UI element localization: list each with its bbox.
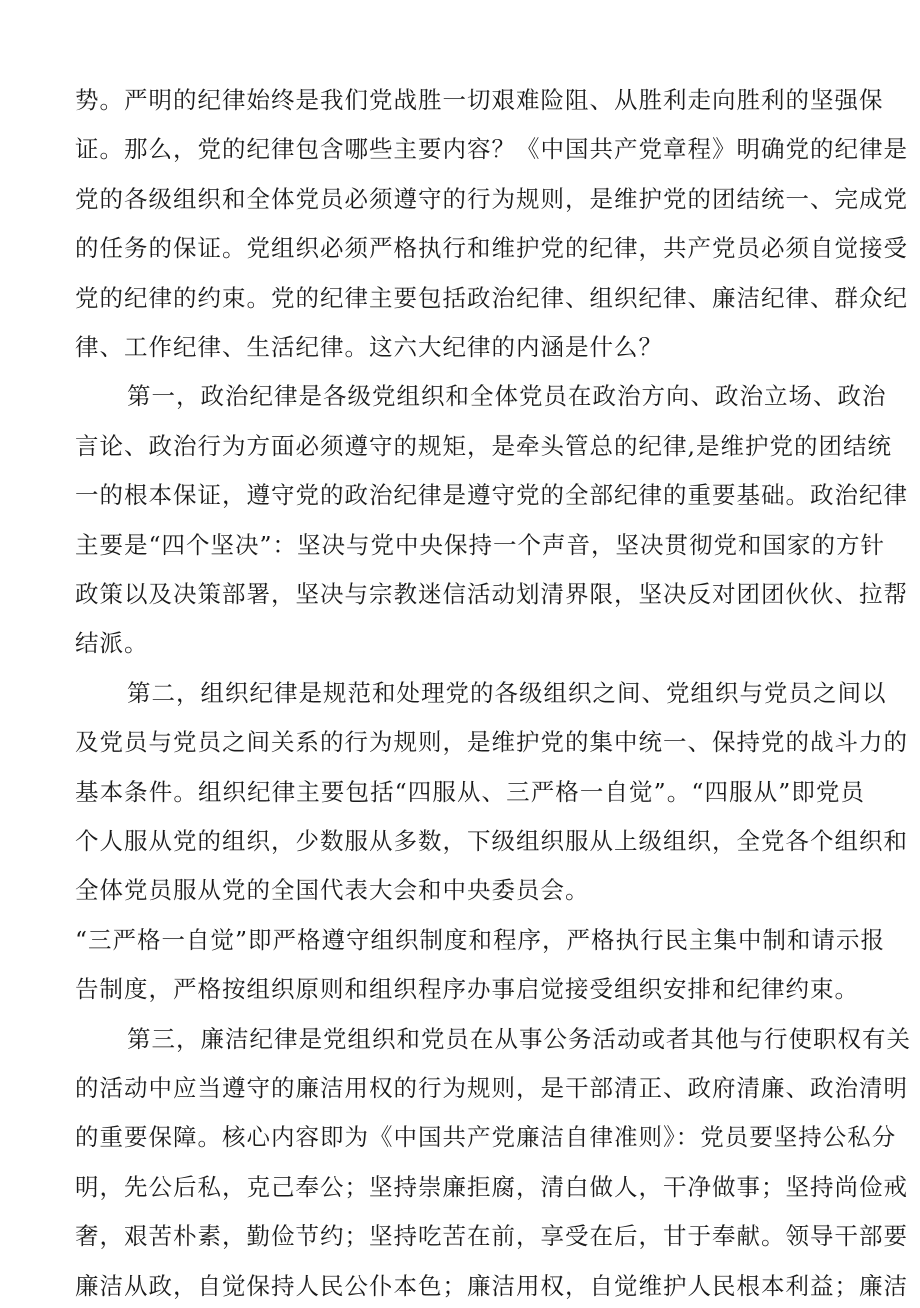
text-line: 党的各级组织和全体党员必须遵守的行为规则，是维护党的团结统一、完成党 [75,185,908,213]
text-line: 基本条件。组织纪律主要包括“四服从、三严格一自觉”。“四服从”即党员 [75,778,865,806]
text-line: 结派。 [75,629,149,657]
text-line: 及党员与党员之间关系的行为规则，是维护党的集中统一、保持党的战斗力的 [75,728,908,756]
text-line: 的活动中应当遵守的廉洁用权的行为规则，是干部清正、政府清廉、政治清明 [75,1074,908,1102]
text-line: “三严格一自觉”即严格遵守组织制度和程序，严格执行民主集中制和请示报 [75,926,886,954]
text-line: 奢，艰苦朴素，勤俭节约；坚持吃苦在前，享受在后，甘于奉献。领导干部要 [75,1222,908,1250]
text-line: 明，先公后私，克己奉公；坚持崇廉拒腐，清白做人，干净做事；坚持尚俭戒 [75,1173,908,1201]
paragraph-start-line: 第三，廉洁纪律是党组织和党员在从事公务活动或者其他与行使职权有关 [127,1025,911,1053]
text-line: 言论、政治行为方面必须遵守的规矩，是牵头管总的纪律,是维护党的团结统 [75,432,892,460]
text-line: 律、工作纪律、生活纪律。这六大纪律的内涵是什么？ [75,333,663,361]
text-line: 廉洁从政，自觉保持人民公仆本色；廉洁用权，自觉维护人民根本利益；廉洁 [75,1272,908,1300]
paragraph-start-line: 第一，政治纪律是各级党组织和全体党员在政治方向、政治立场、政治 [127,382,887,410]
text-line: 一的根本保证，遵守党的政治纪律是遵守党的全部纪律的重要基础。政治纪律 [75,481,908,509]
text-line: 的重要保障。核心内容即为《中国共产党廉洁自律准则》：党员要坚持公私分 [75,1123,897,1151]
text-line: 党的纪律的约束。党的纪律主要包括政治纪律、组织纪律、廉洁纪律、群众纪 [75,284,908,312]
text-line: 政策以及决策部署，坚决与宗教迷信活动划清界限，坚决反对团团伙伙、拉帮 [75,580,908,608]
paragraph-start-line: 第二，组织纪律是规范和处理党的各级组织之间、党组织与党员之间以 [127,679,887,707]
text-line: 主要是“四个坚决”：坚决与党中央保持一个声音，坚决贯彻党和国家的方针 [75,531,886,559]
text-line: 告制度，严格按组织原则和组织程序办事启觉接受组织安排和纪律约束。 [75,975,859,1003]
text-line: 证。那么，党的纪律包含哪些主要内容？《中国共产党章程》明确党的纪律是 [75,135,908,163]
text-line: 的任务的保证。党组织必须严格执行和维护党的纪律，共产党员必须自觉接受 [75,234,908,262]
text-line: 个人服从党的组织，少数服从多数，下级组织服从上级组织，全党各个组织和 [75,827,908,855]
text-line: 势。严明的纪律始终是我们党战胜一切艰难险阻、从胜利走向胜利的坚强保 [75,86,884,114]
text-line: 全体党员服从党的全国代表大会和中央委员会。 [75,876,590,904]
